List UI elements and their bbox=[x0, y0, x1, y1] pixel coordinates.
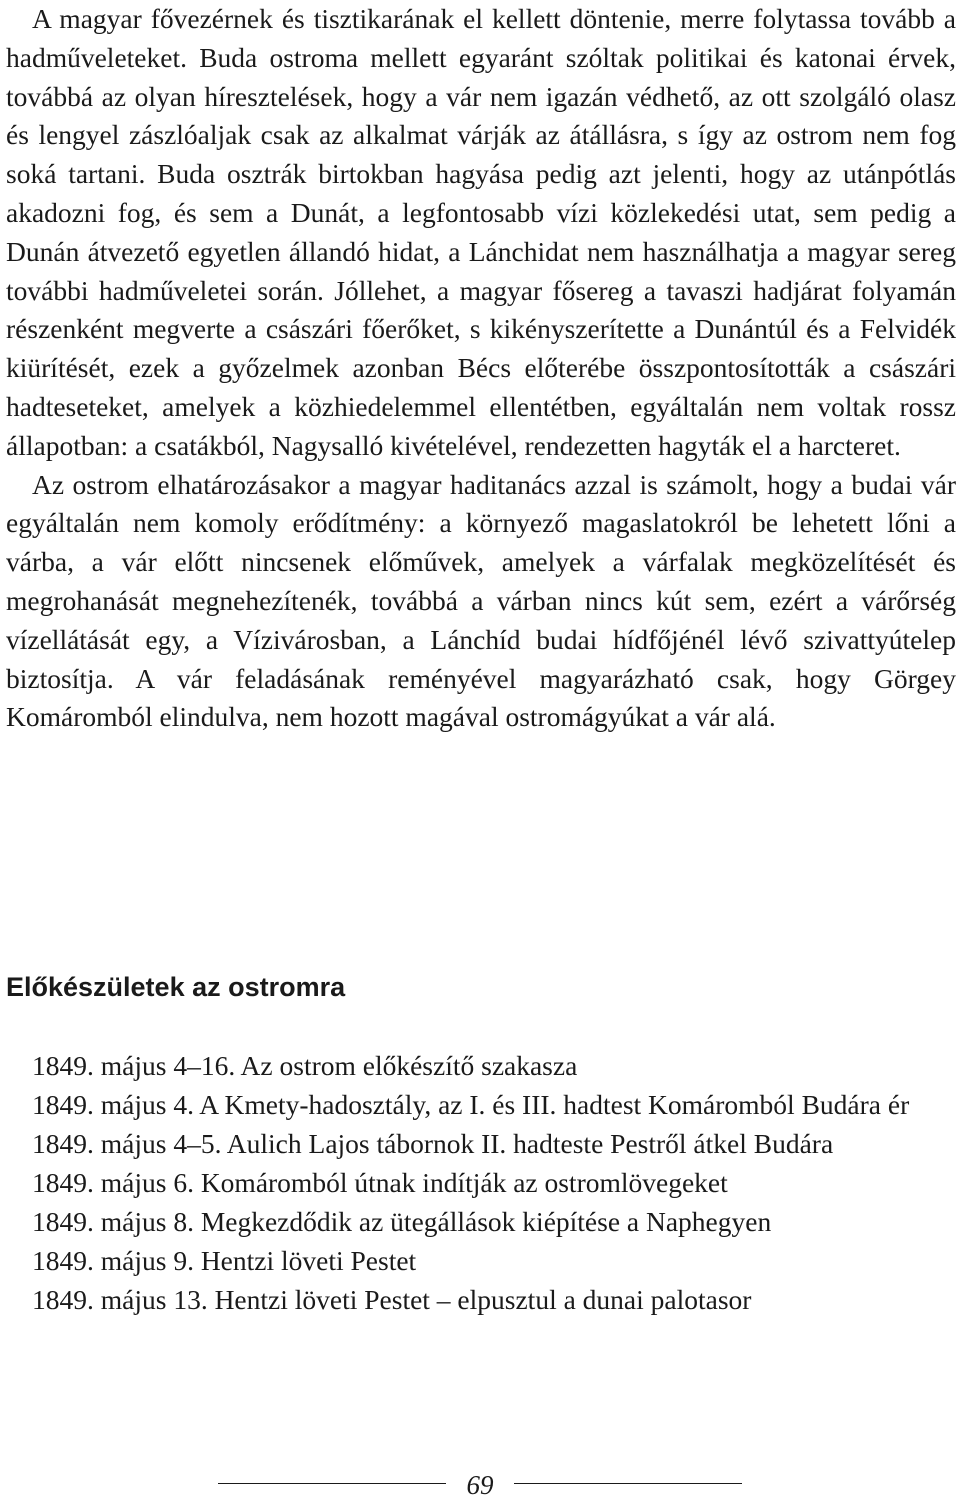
timeline-entry: 1849. május 4–5. Aulich Lajos tábornok II. hadteste Pestről átkel Budára bbox=[32, 1128, 834, 1159]
page-footer bbox=[0, 1466, 960, 1506]
timeline-entry: 1849. május 9. Hentzi löveti Pestet bbox=[32, 1245, 417, 1276]
document-page bbox=[6, 0, 956, 1315]
body-paragraph-2: Az ostrom elhatározásakor a magyar haditanács azzal is számolt, hogy a budai vár egyáltalán nem komoly erődítmény: a környező magaslatokról be lehetett lőni a várba, a vár előtt nincsenek előművek, amelyek a várfalak megközelítését és megrohanását megnehezítenék, továbbá a várban nincs kút sem, ezért a várőrség vízellátását egy, a Vízivárosban, a Lánchíd budai hídfőjénél lévő szivattyútelep biztosítja. A vár feladásának reményével magyarázható csak, hogy Görgey Komáromból elindulva, nem hozott magával ostromágyúkat a vár alá. bbox=[6, 468, 956, 733]
page-number: 69 bbox=[466, 1470, 494, 1500]
timeline-entry: 1849. május 8. Megkezdődik az ütegállások kiépítése a Naphegyen bbox=[32, 1206, 772, 1237]
timeline-entry: 1849. május 6. Komáromból útnak indítják az ostromlövegeket bbox=[32, 1167, 728, 1198]
footer-rule-left bbox=[218, 1483, 446, 1484]
timeline-list bbox=[6, 1046, 956, 1319]
timeline-entry: 1849. május 13. Hentzi löveti Pestet – elpusztul a dunai palotasor bbox=[32, 1284, 752, 1315]
footer-rule-right bbox=[514, 1483, 742, 1484]
timeline-entry: 1849. május 4. A Kmety-hadosztály, az I. és III. hadtest Komáromból Budára ér bbox=[32, 1089, 910, 1120]
timeline-entry: 1849. május 4–16. Az ostrom előkészítő szakasza bbox=[32, 1050, 578, 1081]
section-heading: Előkészületek az ostromra bbox=[6, 972, 346, 1002]
body-paragraph-1: A magyar fővezérnek és tisztikarának el kellett döntenie, merre folytassa tovább a hadműveleteket. Buda ostroma mellett egyaránt szóltak politikai és katonai érvek, továbbá az olyan híresztelések, hogy a vár nem igazán védhető, az ott szolgáló olasz és lengyel zászlóaljak csak az alkalmat várják az átállásra, s így az ostrom nem fog soká tartani. Buda osztrák birtokban hagyása pedig azt jelenti, hogy az utánpótlás akadozni fog, és sem a Dunát, a legfontosabb vízi közlekedési utat, sem pedig a Dunán átvezető egyetlen állandó hidat, a Lánchidat nem használhatja a magyar sereg további hadműveletei során. Jóllehet, a magyar fősereg a tavaszi hadjárat folyamán részenként megverte a császári főerőket, s kikényszerítette a Dunántúl és a Felvidék kiürítését, ezek a győzelmek azonban Bécs előterébe összpontosították a császári hadteseteket, amelyek a közhiedelemmel ellentétben, egyáltalán nem voltak rossz állapotban: a csatákból, Nagysalló kivételével, rendezetten hagyták el a harcteret. bbox=[6, 3, 956, 461]
